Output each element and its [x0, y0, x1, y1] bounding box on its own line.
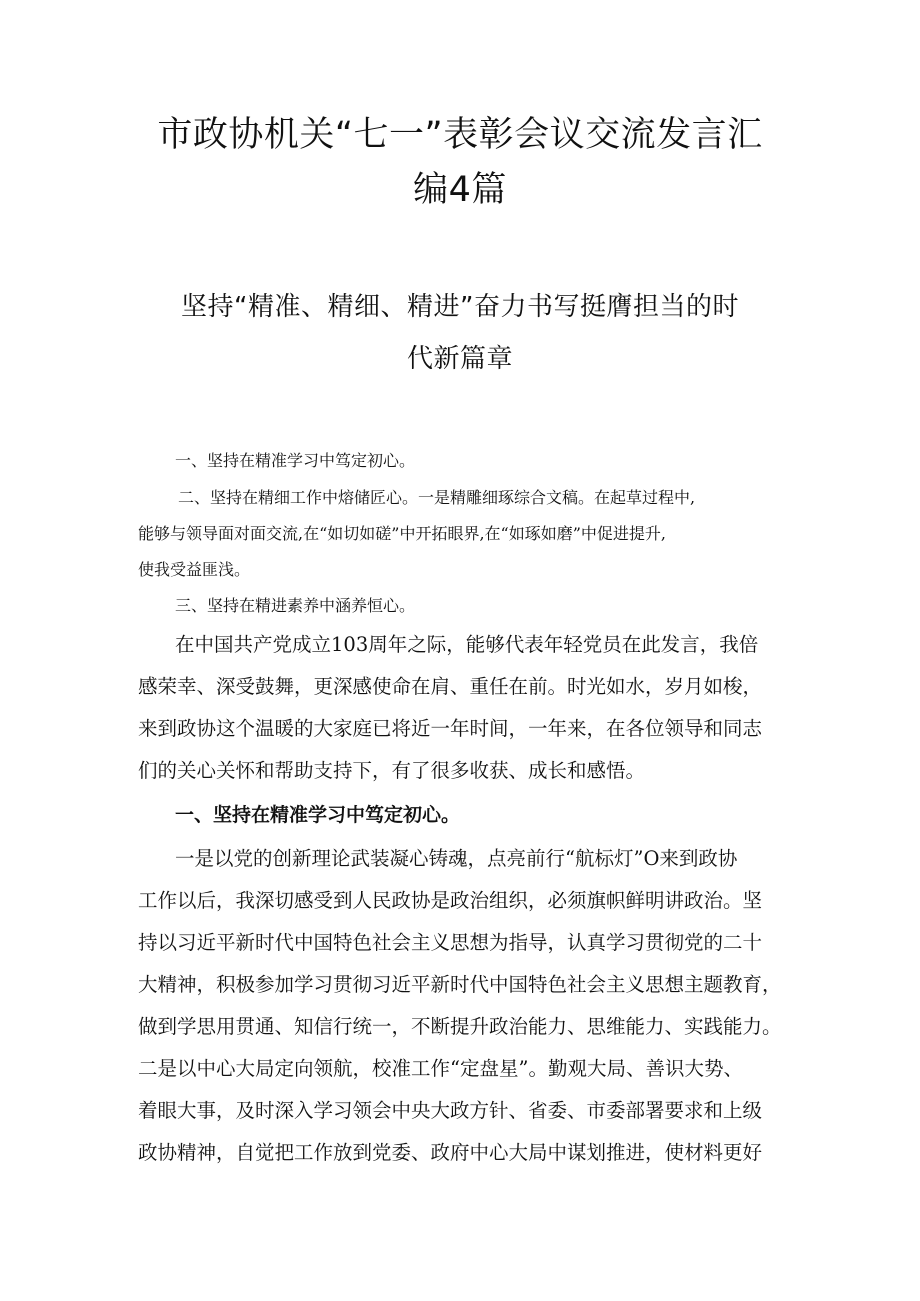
article-title-line-1: 坚持“精准、精细、精进”奋力书写挺膺担当的时	[181, 292, 739, 322]
section-1-line-1: 一是以党的创新理论武装凝心铸魂，点亮前行“航标灯”O来到政协	[175, 847, 738, 870]
section-1-heading: 一、坚持在精准学习中笃定初心。	[175, 804, 461, 826]
intro-line-4: 们的关心关怀和帮助支持下，有了很多收获、成长和感悟。	[138, 759, 646, 782]
section-1-line-8: 政协精神，自觉把工作放到党委、政府中心大局中谋划推进，使材料更好	[138, 1141, 763, 1164]
document-title-line-2: 编4篇	[413, 170, 507, 210]
document-title-line-1: 市政协机关“七一”表彰会议交流发言汇	[157, 115, 763, 155]
section-1-line-2: 工作以后，我深切感受到人民政协是政治组织，必须旗帜鲜明讲政治。坚	[138, 889, 763, 912]
outline-item-3: 三、坚持在精进素养中涵养恒心。	[175, 596, 416, 615]
section-1-line-3: 持以习近平新时代中国特色社会主义思想为指导，认真学习贯彻党的二十	[138, 931, 763, 954]
article-title-line-2: 代新篇章	[406, 344, 513, 374]
section-1-line-4: 大精神，积极参加学习贯彻习近平新时代中国特色社会主义思想主题教育，	[138, 973, 782, 996]
intro-line-3: 来到政协这个温暖的大家庭已将近一年时间，一年来，在各位领导和同志	[138, 717, 763, 740]
section-1-line-5: 做到学思用贯通、知信行统一，不断提升政治能力、思维能力、实践能力。	[138, 1015, 782, 1038]
outline-item-2-cont-2: 使我受益匪浅。	[138, 560, 251, 579]
intro-line-1: 在中国共产党成立103周年之际，能够代表年轻党员在此发言，我倍	[175, 633, 759, 656]
outline-item-2-cont-1: 能够与领导面对面交流,在“如切如磋”中开拓眼界,在“如琢如磨”中促进提升,	[138, 524, 666, 543]
section-1-line-7: 着眼大事，及时深入学习领会中央大政方针、省委、市委部署要求和上级	[138, 1099, 763, 1122]
outline-item-2: 二、坚持在精细工作中熔储匠心。一是精雕细琢综合文稿。在起草过程中,	[178, 488, 696, 507]
section-1-line-6: 二是以中心大局定向领航，校准工作“定盘星”。勤观大局、善识大势、	[138, 1057, 743, 1080]
outline-item-1: 一、坚持在精准学习中笃定初心。	[175, 451, 416, 470]
intro-line-2: 感荣幸、深受鼓舞，更深感使命在肩、重任在前。时光如水，岁月如梭，	[138, 675, 763, 698]
